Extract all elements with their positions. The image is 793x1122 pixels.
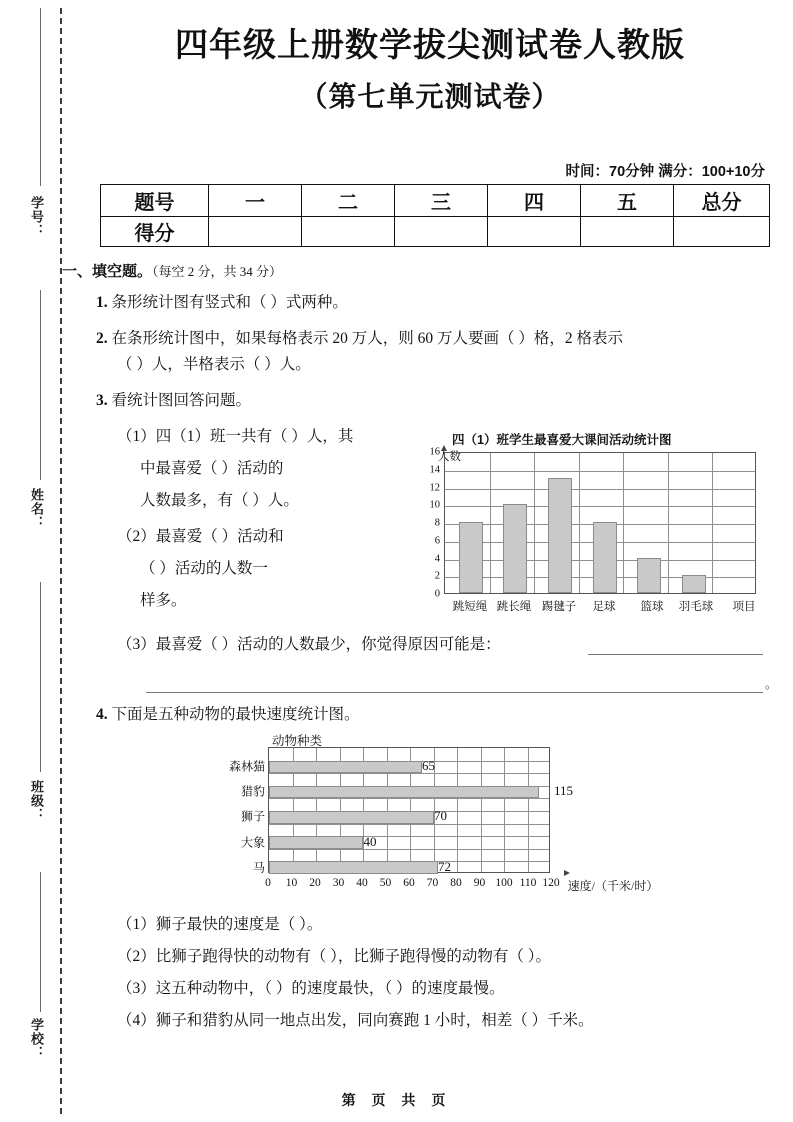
- answer-line-1[interactable]: [588, 654, 763, 655]
- question-4-part-2: （2）比狮子跑得快的动物有（ ），比狮子跑得慢的动物有（ ）。: [117, 948, 552, 965]
- question-3-part-2-line-2: （ ）活动的人数一: [140, 560, 268, 577]
- question-1: [96, 290, 348, 315]
- x-label-lanqiu: 篮球: [640, 601, 664, 613]
- question-4: [96, 702, 360, 727]
- margin-label-name: 姓名：: [29, 488, 44, 530]
- section-heading: [62, 260, 282, 281]
- y-tick-14: 14: [429, 464, 440, 476]
- hbar-label-liebao: 猎豹: [240, 784, 265, 799]
- x-tick-110: 110: [519, 877, 537, 889]
- gridline-h: [445, 489, 755, 490]
- bar-yumaoqiu: [682, 575, 706, 593]
- gridline-v: [623, 453, 624, 593]
- gridline-v: [504, 748, 505, 872]
- hbar-senlinmao: [269, 761, 422, 774]
- margin-rule-3: [40, 582, 41, 772]
- bar-tiaochangsheng: [503, 504, 527, 593]
- y-tick-16: 16: [429, 446, 440, 458]
- x-tick-30: 30: [332, 877, 345, 889]
- y-tick-12: 12: [429, 482, 440, 493]
- hbar-shizi: [269, 811, 434, 824]
- hbar-value-ma: 72: [438, 858, 451, 874]
- question-3-number: 3.: [96, 392, 108, 409]
- x-tick-80: 80: [450, 877, 462, 889]
- question-3-part-3-period: 。: [765, 677, 778, 691]
- y-tick-10: 10: [429, 499, 440, 511]
- y-tick-2: 2: [434, 570, 440, 582]
- x-axis-name-project: 项目: [732, 601, 756, 613]
- bar-chart-activities: [424, 446, 756, 613]
- x-tick-60: 60: [403, 877, 415, 889]
- hbar-value-shizi: 70: [434, 808, 447, 824]
- margin-rule-4: [40, 872, 41, 1012]
- page-title: 四年级上册数学拔尖测试卷人教版: [175, 26, 685, 63]
- score-cell-total[interactable]: [674, 217, 770, 247]
- gridline-v: [481, 748, 482, 872]
- x-tick-0: 0: [265, 877, 271, 889]
- score-col-1: 一: [209, 185, 302, 217]
- table-row-score: [101, 217, 770, 247]
- gridline-v: [668, 453, 669, 593]
- gridline-h: [269, 849, 549, 850]
- chart-title-activities: 四（1）班学生最喜爱大课间活动统计图: [452, 433, 672, 447]
- x-tick-20: 20: [309, 877, 321, 889]
- hbar-chart-plot-area: [268, 747, 550, 873]
- question-2: [96, 326, 623, 351]
- gridline-h: [445, 506, 755, 507]
- exam-meta: 时间：70分钟 满分：100+10分: [565, 164, 765, 180]
- x-axis-arrow-icon: [564, 870, 570, 876]
- score-col-3: 三: [395, 185, 488, 217]
- question-3-part-2-line-1: （2）最喜爱（ ）活动和: [117, 528, 284, 545]
- score-col-4: 四: [488, 185, 581, 217]
- margin-label-student-id: 学号：: [29, 196, 44, 238]
- x-label-zuqiu: 足球: [592, 601, 616, 613]
- hbar-ma: [269, 861, 438, 874]
- score-cell-1[interactable]: [209, 217, 302, 247]
- margin-dashed-line: [60, 8, 62, 1114]
- y-tick-4: 4: [434, 553, 440, 564]
- page-title-block: [80, 24, 780, 115]
- x-axis-name-speed: 速度/（千米/时）: [567, 879, 659, 893]
- y-axis-arrow-icon: [441, 445, 447, 451]
- section-points: （每空 2 分，共 34 分）: [152, 264, 283, 279]
- margin-label-school: 学校：: [29, 1018, 44, 1060]
- chart-ylabel-people: 人数: [438, 451, 461, 463]
- score-cell-3[interactable]: [395, 217, 488, 247]
- hbar-label-senlinmao: 森林猫: [228, 759, 265, 774]
- question-1-number: 1.: [96, 294, 108, 311]
- x-label-tiaochangsheng: 跳长绳: [496, 601, 532, 613]
- score-row-label-number: 题号: [101, 185, 209, 217]
- section-heading-text: 一、填空题。: [62, 264, 153, 280]
- gridline-v: [457, 748, 458, 872]
- gridline-h: [269, 824, 549, 825]
- question-3-part-1-line-3: 人数最多，有（ ）人。: [140, 492, 299, 509]
- score-col-2: 二: [302, 185, 395, 217]
- x-tick-90: 90: [473, 877, 486, 889]
- chart-ylabel-animal-type: 动物种类: [272, 734, 323, 748]
- gridline-h: [269, 798, 549, 799]
- score-cell-5[interactable]: [581, 217, 674, 247]
- score-col-total: 总分: [674, 185, 770, 217]
- question-4-part-1: （1）狮子最快的速度是（ ）。: [117, 916, 323, 933]
- page-subtitle: （第七单元测试卷）: [299, 81, 561, 113]
- score-cell-4[interactable]: [488, 217, 581, 247]
- question-4-part-3: （3）这五种动物中，（ ）的速度最快，（ ）的速度最慢。: [117, 980, 505, 997]
- table-row-header: [101, 185, 770, 217]
- hbar-value-senlinmao: 65: [422, 757, 435, 773]
- hbar-daxiang: [269, 836, 363, 849]
- question-2-line-2-wrap: [117, 352, 311, 377]
- y-tick-0: 0: [434, 588, 440, 600]
- question-2-line-2: （ ）人，半格表示（ ）人。: [117, 356, 311, 373]
- hbar-label-ma: 马: [252, 860, 265, 875]
- question-3: [96, 388, 251, 413]
- hbar-liebao: [269, 786, 539, 799]
- question-3-part-1-line-1: （1）四（1）班一共有（ ）人，其: [117, 428, 354, 445]
- gridline-v: [528, 748, 529, 872]
- gridline-v: [534, 453, 535, 593]
- score-cell-2[interactable]: [302, 217, 395, 247]
- gridline-v: [579, 453, 580, 593]
- question-1-text: 条形统计图有竖式和（ ）式两种。: [111, 294, 348, 311]
- x-tick-40: 40: [356, 877, 368, 889]
- hbar-label-daxiang: 大象: [240, 835, 265, 849]
- bar-tiaoduansheng: [459, 522, 483, 593]
- x-label-tiaoduansheng: 跳短绳: [452, 601, 488, 613]
- x-tick-50: 50: [379, 877, 392, 889]
- hbar-value-liebao: 115: [554, 783, 574, 799]
- hbar-value-daxiang: 40: [363, 833, 377, 849]
- x-label-yumaoqiu: 羽毛球: [678, 601, 714, 613]
- score-row-label-points: 得分: [101, 217, 209, 247]
- question-4-part-4: （4）狮子和猎豹从同一地点出发，同向赛跑 1 小时，相差（ ）千米。: [117, 1012, 594, 1029]
- bar-lanqiu: [637, 558, 661, 594]
- margin-rule-2: [40, 290, 41, 480]
- gridline-h: [445, 471, 755, 472]
- question-4-number: 4.: [96, 706, 108, 723]
- question-3-part-1-line-2: 中最喜爱（ ）活动的: [140, 460, 284, 477]
- y-tick-8: 8: [434, 517, 440, 529]
- question-2-number: 2.: [96, 330, 108, 347]
- gridline-h: [269, 773, 549, 774]
- bar-zuqiu: [593, 522, 617, 593]
- y-tick-6: 6: [434, 535, 440, 547]
- question-3-part-2-line-3: 样多。: [140, 592, 187, 609]
- score-col-5: 五: [581, 185, 674, 217]
- margin-label-class: 班级：: [29, 780, 44, 822]
- bar-tijianzi: [548, 478, 572, 593]
- page-footer: 第 页 共 页: [341, 1092, 452, 1108]
- question-4-text: 下面是五种动物的最快速度统计图。: [111, 706, 360, 723]
- gridline-v: [712, 453, 713, 593]
- answer-line-2[interactable]: [146, 692, 763, 693]
- x-tick-70: 70: [426, 877, 439, 889]
- question-3-text: 看统计图回答问题。: [111, 392, 252, 409]
- margin-rule-1: [40, 8, 41, 186]
- x-label-tijianzi: 踢毽子: [541, 601, 577, 613]
- x-tick-10: 10: [285, 877, 298, 889]
- bar-chart-animal-speed: [228, 747, 659, 893]
- score-table: [100, 184, 770, 247]
- hbar-label-shizi: 狮子: [240, 809, 265, 824]
- question-2-line-1: 在条形统计图中，如果每格表示 20 万人，则 60 万人要画（ ）格，2 格表示: [111, 330, 624, 347]
- question-3-part-3: （3）最喜爱（ ）活动的人数最少，你觉得原因可能是：: [117, 636, 501, 653]
- x-tick-120: 120: [542, 877, 560, 889]
- gridline-v: [490, 453, 491, 593]
- x-tick-100: 100: [495, 877, 513, 889]
- bar-chart-plot-area: [444, 452, 756, 594]
